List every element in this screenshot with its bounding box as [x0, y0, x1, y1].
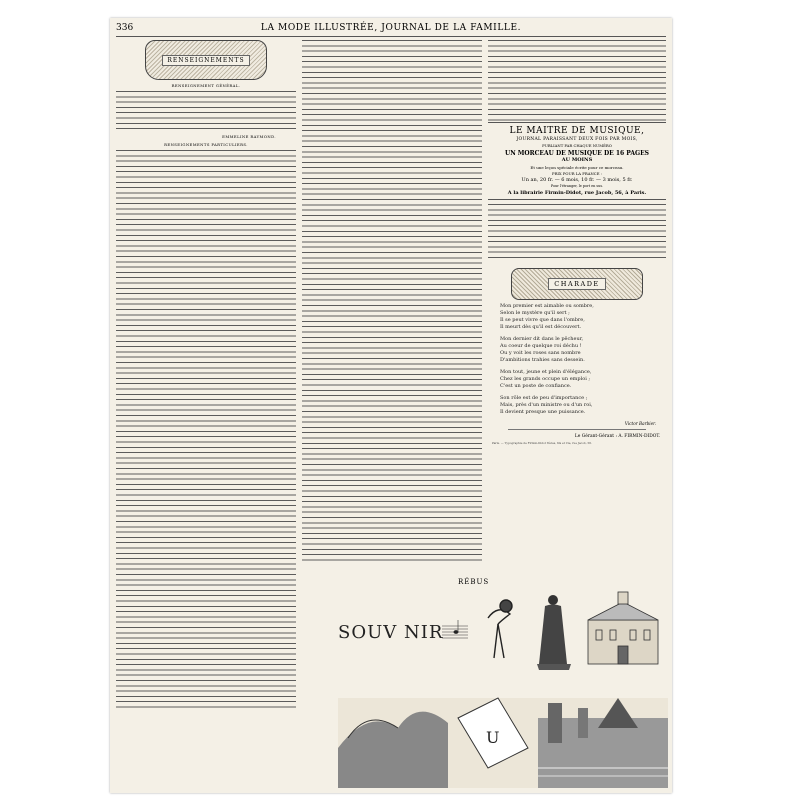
renseignements-label: RENSEIGNEMENTS — [162, 55, 249, 66]
page-header — [110, 23, 672, 35]
intro-signature: EMMELINE RAYMOND. — [222, 134, 276, 139]
maitre-prices: Un an, 20 fr. — 6 mois, 10 fr. — 3 mois, 5 fr. — [521, 177, 633, 183]
charade-poem — [488, 303, 666, 416]
maitre-publishing: PUBLIANT PAR CHAQUE NUMÉRO — [542, 143, 612, 148]
charade-cartouche — [511, 268, 643, 300]
renseignements-cartouche — [145, 40, 267, 80]
charade-stanza — [500, 303, 666, 331]
maitre-address: A la librairie Firmin-Didot, rue Jacob, 56, à Paris. — [507, 190, 647, 196]
poem-line: Son rôle est de peu d'importance ; — [500, 395, 588, 401]
poem-line: Il meurt dès qu'il est découvert. — [500, 324, 582, 330]
poem-line: C'est un poste de confiance. — [500, 383, 572, 389]
rebus-title: RÉBUS — [458, 578, 490, 586]
maitre-title: LE MAITRE DE MUSIQUE, — [509, 126, 645, 136]
charade-stanza — [500, 369, 666, 390]
music-staff-icon — [442, 620, 468, 638]
poem-line: Mon premier est aimable ou sombre, — [500, 303, 594, 309]
maitre-price-label: PRIX POUR LA FRANCE : — [552, 171, 602, 176]
charade-stanza — [500, 336, 666, 364]
newspaper-page — [110, 18, 672, 793]
middle-text-lines — [302, 40, 482, 563]
poem-line: Au coeur de quelque roi déchu ! — [500, 343, 582, 349]
subhead-general: RENSEIGNEMENT GÉNÉRAL. — [171, 83, 241, 88]
charade-label: CHARADE — [548, 278, 605, 290]
divider — [508, 429, 646, 430]
journal-title: LA MODE ILLUSTRÉE, JOURNAL DE LA FAMILLE. — [260, 23, 522, 33]
poem-line: Chez les grands occupe un emploi ; — [500, 376, 591, 382]
particuliers-text-lines — [116, 150, 296, 710]
maitre-foreign: Pour l'étranger, le port en sus. — [550, 184, 604, 188]
svg-text:U: U — [486, 728, 500, 747]
page-number: 336 — [116, 23, 134, 33]
maitre-de-musique-ad — [488, 122, 666, 200]
printer-line: Paris. — Typographie de Firmin-Didot frères, fils et Cie, rue Jacob, 56. — [492, 441, 592, 445]
poem-line: Mon dernier dit dans le pêcheur, — [500, 336, 584, 342]
poem-line: Il devient presque une puissance. — [500, 409, 586, 415]
rebus-drawing — [338, 578, 668, 788]
maitre-offer2: AU MOINS — [561, 157, 593, 163]
poem-line: D'ambitions trahies sans dessein. — [500, 357, 585, 363]
intro-text-lines — [116, 91, 296, 131]
woman-figure-icon — [537, 595, 571, 670]
poem-line: Selon le mystère qu'il sert ; — [500, 310, 570, 316]
poem-line: Il se peut vivre que dans l'ombre, — [500, 317, 585, 323]
maitre-body-lines — [488, 204, 666, 262]
poem-line: Mais, près d'un ministre ou d'un roi, — [500, 402, 593, 408]
subhead-particuliers: RENSEIGNEMENTS PARTICULIERS. — [164, 142, 248, 147]
charade-stanza — [500, 395, 666, 416]
header-rule — [116, 36, 666, 37]
poem-line: Mon tout, jeune et plein d'élégance, — [500, 369, 592, 375]
charade-signature: Victor Barbier. — [624, 421, 656, 426]
column-left — [116, 40, 296, 785]
maitre-subtitle: JOURNAL PARAISSANT DEUX FOIS PAR MOIS, — [516, 137, 638, 142]
gerant-line: Le Gérant-Gérant : A. FIRMIN-DIDOT. — [574, 434, 660, 439]
right-top-text-lines — [488, 40, 666, 122]
maitre-lesson: Et une leçon spéciale écrite pour ce morceau. — [530, 165, 624, 170]
poem-line: Ou y voit les roses sans nombre — [500, 350, 581, 356]
bird-icon — [488, 600, 512, 658]
rebus-text: SOUV NIR — [338, 622, 444, 643]
rebus-illustration — [338, 578, 668, 788]
maitre-offer: UN MORCEAU DE MUSIQUE DE 16 PAGES — [504, 150, 650, 157]
building-icon — [588, 592, 658, 664]
